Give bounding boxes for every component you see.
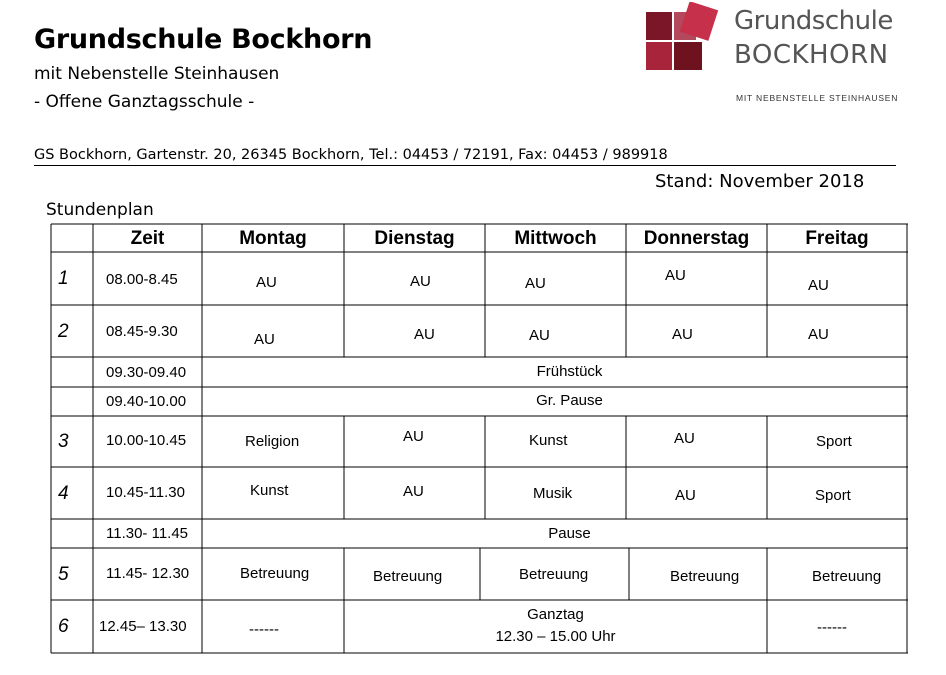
- wednesday-cell: Kunst: [529, 432, 568, 449]
- school-subtitle: mit Nebenstelle Steinhausen: [34, 64, 280, 84]
- lesson-time: 11.45- 12.30: [106, 565, 190, 582]
- wednesday-cell: AU: [529, 327, 550, 344]
- monday-cell: AU: [256, 274, 277, 291]
- pause-label: Pause: [548, 525, 591, 542]
- big-break-label: Gr. Pause: [536, 392, 603, 409]
- friday-cell: Sport: [815, 487, 851, 504]
- plan-label: Stundenplan: [46, 200, 154, 220]
- header-zeit: Zeit: [130, 228, 165, 249]
- wednesday-cell: AU: [525, 275, 546, 292]
- logo-name-line2: BOCKHORN: [734, 40, 889, 70]
- tuesday-cell: Betreuung: [373, 568, 443, 585]
- lesson-number: 4: [58, 483, 69, 504]
- header-montag: Montag: [239, 228, 307, 249]
- wednesday-cell: Musik: [533, 485, 573, 502]
- friday-cell: ------: [817, 619, 847, 636]
- tuesday-cell: AU: [414, 326, 435, 343]
- monday-cell: Betreuung: [240, 565, 310, 582]
- logo-name-line1: Grundschule: [734, 6, 893, 36]
- lesson-time: 10.00-10.45: [106, 432, 187, 449]
- stand-date: Stand: November 2018: [655, 171, 865, 192]
- lesson-number: 3: [58, 431, 69, 452]
- lesson-number: 2: [58, 321, 69, 342]
- thursday-cell: Betreuung: [670, 568, 740, 585]
- header-mittwoch: Mittwoch: [514, 228, 597, 249]
- monday-cell: Kunst: [250, 482, 289, 499]
- thursday-cell: AU: [665, 267, 686, 284]
- break-time: 09.30-09.40: [106, 364, 187, 381]
- lesson-number: 1: [58, 268, 69, 289]
- break-time: 09.40-10.00: [106, 393, 187, 410]
- ganztag-time: 12.30 – 15.00 Uhr: [495, 628, 616, 645]
- ganztag-label: Ganztag: [527, 606, 584, 623]
- wednesday-cell: Betreuung: [519, 566, 589, 583]
- school-title: Grundschule Bockhorn: [34, 24, 373, 55]
- thursday-cell: AU: [675, 487, 696, 504]
- lesson-time: 08.00-8.45: [106, 271, 178, 288]
- monday-cell: AU: [254, 331, 275, 348]
- header-divider: [34, 165, 896, 166]
- lesson-time: 12.45– 13.30: [99, 618, 187, 635]
- thursday-cell: AU: [672, 326, 693, 343]
- friday-cell: AU: [808, 326, 829, 343]
- school-logo-icon: [644, 2, 724, 72]
- friday-cell: AU: [808, 277, 829, 294]
- friday-cell: Sport: [816, 433, 852, 450]
- school-address: GS Bockhorn, Gartenstr. 20, 26345 Bockhorn, Tel.: 04453 / 72191, Fax: 04453 / 989918: [34, 147, 668, 163]
- break-time: 11.30- 11.45: [106, 525, 189, 542]
- header-donnerstag: Donnerstag: [643, 228, 750, 249]
- lesson-number: 6: [58, 616, 69, 637]
- friday-cell: Betreuung: [812, 568, 882, 585]
- lesson-number: 5: [58, 564, 69, 585]
- lesson-time: 08.45-9.30: [106, 323, 178, 340]
- lesson-time: 10.45-11.30: [106, 484, 185, 501]
- monday-cell: Religion: [245, 433, 300, 450]
- tuesday-cell: AU: [403, 428, 424, 445]
- school-type: - Offene Ganztagsschule -: [34, 92, 255, 112]
- header-freitag: Freitag: [805, 228, 869, 249]
- tuesday-cell: AU: [410, 273, 431, 290]
- breakfast-label: Frühstück: [536, 363, 603, 380]
- monday-cell: ------: [249, 621, 279, 638]
- tuesday-cell: AU: [403, 483, 424, 500]
- thursday-cell: AU: [674, 430, 695, 447]
- logo-tagline: MIT NEBENSTELLE STEINHAUSEN: [736, 93, 899, 103]
- header-dienstag: Dienstag: [374, 228, 455, 249]
